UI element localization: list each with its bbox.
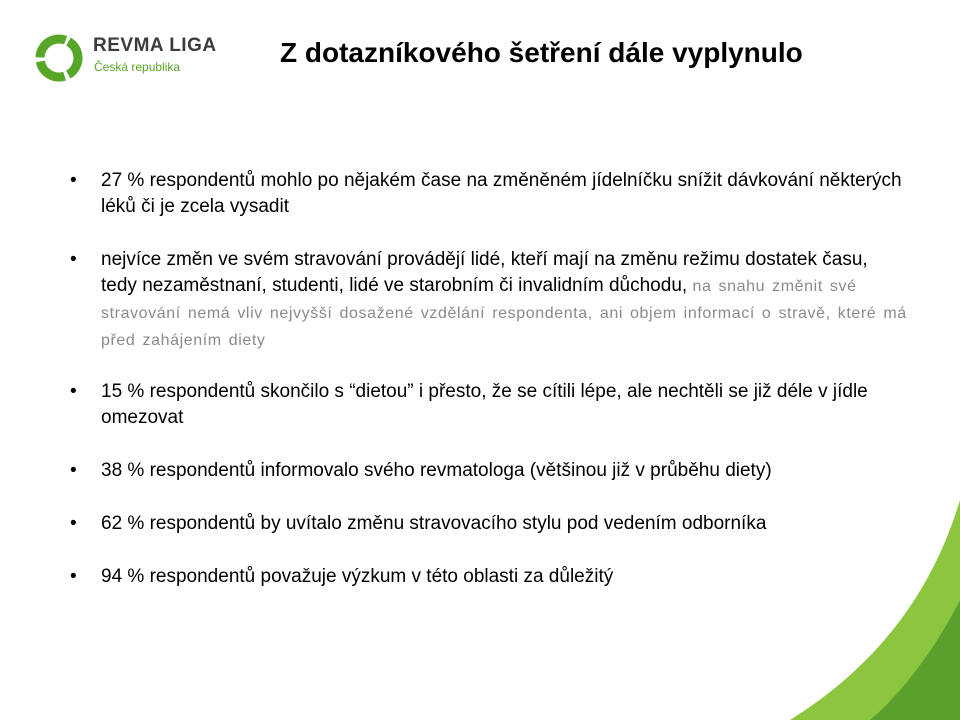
logo-subtitle: Česká republika (94, 60, 181, 74)
revma-liga-ring-icon (33, 32, 85, 84)
logo-name: REVMA LIGA (93, 35, 217, 56)
bullet-text: 27 % respondentů mohlo po nějakém čase na změněném jídelníčku snížit dávkování některých léků či je zcela vysadit (101, 170, 902, 217)
bullet-item (70, 168, 908, 220)
bullet-dot-icon: • (70, 460, 77, 481)
bullet-dot-icon: • (70, 170, 77, 191)
bullet-dot-icon: • (70, 513, 77, 534)
bullet-text: 38 % respondentů informovalo svého revmatologa (většinou již v průběhu diety) (101, 460, 772, 481)
bullet-dot-icon: • (70, 381, 77, 402)
green-swoosh-decoration (700, 300, 960, 720)
bullet-text: 15 % respondentů skončilo s “dietou” i přesto, že se cítili lépe, ale nechtěli se již déle v jídle omezovat (101, 381, 868, 428)
bullet-text: 62 % respondentů by uvítalo změnu stravovacího stylu pod vedením odborníka (101, 513, 767, 534)
bullet-dot-icon: • (70, 249, 77, 270)
slide-title: Z dotazníkového šetření dále vyplynulo (280, 37, 803, 68)
bullet-note: na snahu změnit své stravování nemá vliv nejvyšší dosažené vzdělání respondenta, ani objem informací o stravě, které má před zahájením diety (101, 278, 907, 349)
bullet-dot-icon: • (70, 566, 77, 587)
revma-liga-logo (33, 31, 233, 87)
swoosh-dark (928, 300, 960, 490)
bullet-text: 94 % respondentů považuje výzkum v této oblasti za důležitý (101, 566, 614, 587)
bullet-text: nejvíce změn ve svém stravování provádějí lidé, kteří mají na změnu režimu dostatek času, tedy nezaměstnaní, studenti, lidé ve starobním či invalidním důchodu, (101, 249, 868, 296)
